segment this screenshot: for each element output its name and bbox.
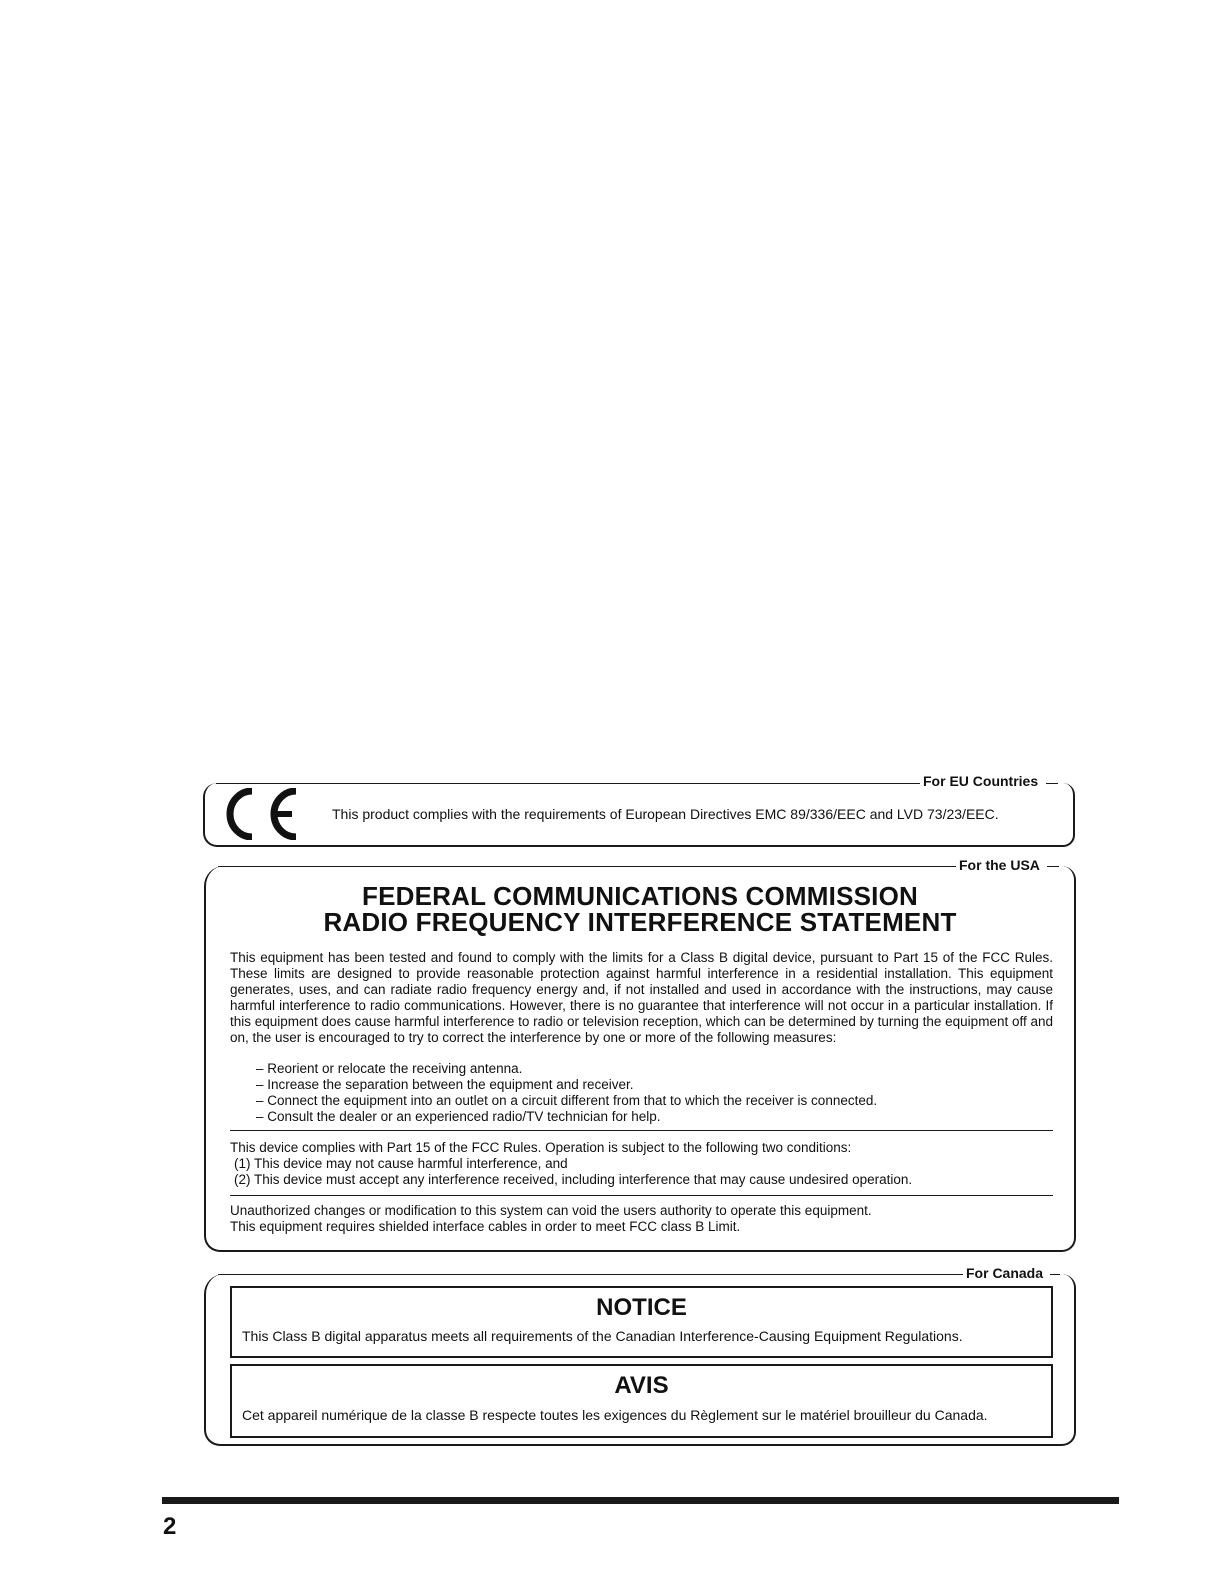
notice-text: This Class B digital apparatus meets all requirements of the Canadian Interference-Causing Equipment Regulations.	[242, 1328, 963, 1344]
page-number: 2	[163, 1513, 177, 1540]
list-item: – Increase the separation between the equipment and receiver.	[256, 1077, 634, 1092]
list-item: – Consult the dealer or an experienced radio/TV technician for help.	[256, 1109, 661, 1124]
fcc-body-text: This equipment has been tested and found to comply with the limits for a Class B digital device, pursuant to Part 15 of the FCC Rules. These limits are designed to provide reasonable protection against harmful interference in a residential installation. This equipment generates, uses, and can radiate radio frequency energy and, if not installed and used in accordance with the instructions, may cause harmful interference to radio communications. However, there is no guarantee that interference will not occur in a particular installation. If this equipment does cause harmful interference to radio or television reception, which can be determined by turning the equipment off and on, the user is encouraged to try to correct the interference by one or more of the following measures:	[230, 950, 1053, 1045]
fcc-title-line-2: RADIO FREQUENCY INTERFERENCE STATEMENT	[323, 907, 957, 937]
divider	[230, 1130, 1053, 1131]
usa-section-label: For the USA	[959, 857, 1040, 873]
avis-box	[230, 1364, 1053, 1438]
measures-list	[256, 1061, 877, 1125]
notice-box	[230, 1286, 1053, 1358]
list-item: – Connect the equipment into an outlet on a circuit different from that to which the receiver is connected.	[256, 1093, 878, 1108]
unauthorized-changes-text: Unauthorized changes or modification to this system can void the users authority to operate this equipment.	[230, 1203, 872, 1218]
footer-bar	[162, 1497, 1119, 1504]
list-item: – Reorient or relocate the receiving antenna.	[256, 1061, 523, 1076]
divider	[230, 1195, 1053, 1196]
ce-mark-icon	[226, 788, 302, 840]
shielded-cables-text: This equipment requires shielded interface cables in order to meet FCC class B Limit.	[230, 1219, 741, 1234]
avis-title: AVIS	[614, 1372, 669, 1399]
eu-section-label: For EU Countries	[923, 773, 1039, 789]
eu-compliance-text: This product complies with the requirements of European Directives EMC 89/336/EEC and LVD 73/23/EEC.	[332, 806, 999, 822]
part15-intro: This device complies with Part 15 of the FCC Rules. Operation is subject to the following two conditions:	[230, 1140, 852, 1155]
condition-1: (1) This device may not cause harmful interference, and	[234, 1156, 568, 1171]
avis-text: Cet appareil numérique de la classe B respecte toutes les exigences du Règlement sur le matériel brouilleur du Canada.	[242, 1407, 988, 1423]
fcc-title-line-1: FEDERAL COMMUNICATIONS COMMISSION	[362, 881, 918, 911]
notice-title: NOTICE	[596, 1294, 687, 1321]
condition-2: (2) This device must accept any interference received, including interference that may cause undesired operation.	[234, 1172, 913, 1187]
canada-section-label: For Canada	[966, 1265, 1044, 1281]
